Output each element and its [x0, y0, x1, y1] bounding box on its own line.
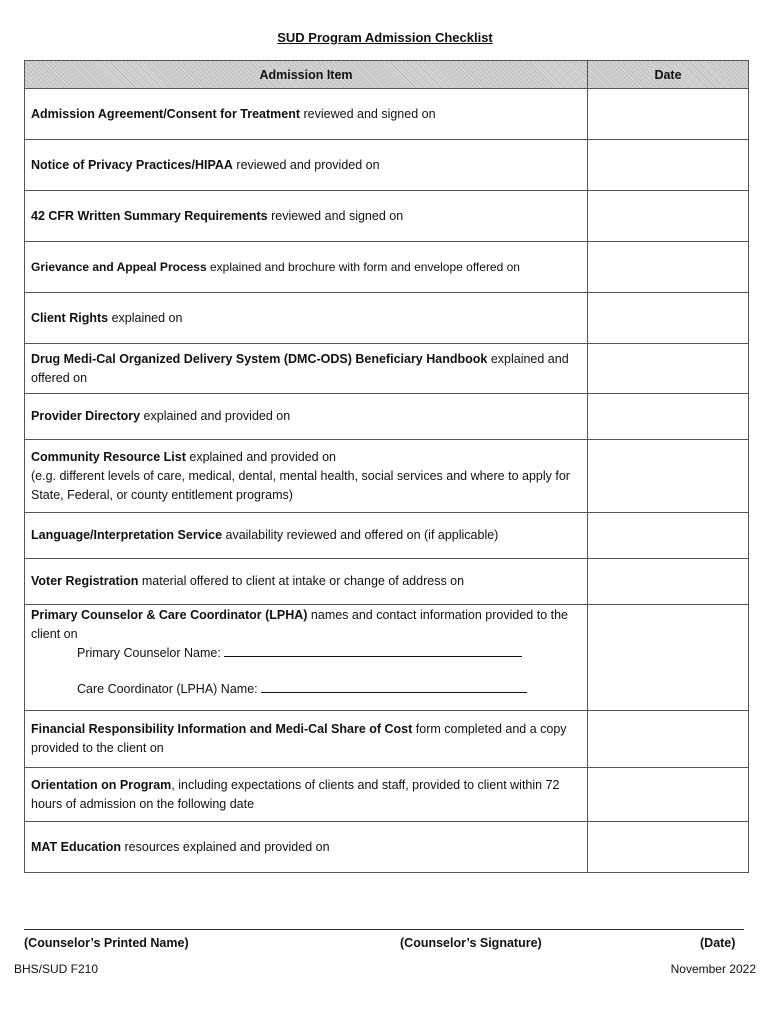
date-cell[interactable]	[588, 822, 749, 873]
date-cell[interactable]	[588, 559, 749, 605]
table-row	[25, 559, 749, 605]
item-description: names and contact information provided to the client on	[31, 608, 569, 641]
row-financial-responsibility	[25, 711, 588, 768]
item-examples: (e.g. different levels of care, medical, dental, mental health, social services and where to apply for State, Federal, or county entitlement programs)	[31, 468, 570, 502]
counselor-printed-name-label: (Counselor’s Printed Name)	[24, 936, 189, 950]
table-row	[25, 440, 749, 513]
row-client-rights	[25, 293, 588, 344]
table-row	[25, 605, 749, 711]
table-header-row	[25, 61, 749, 89]
date-cell[interactable]	[588, 394, 749, 440]
item-description: , including expectations of clients and staff, provided to client within 72 hours of admission on the following date	[31, 777, 560, 811]
form-revision-date: November 2022	[670, 962, 756, 976]
item-description: explained and provided on	[185, 449, 337, 464]
row-community-resource-list	[25, 440, 588, 513]
form-id: BHS/SUD F210	[14, 962, 99, 976]
table-row	[25, 140, 749, 191]
item-title: Community Resource List	[31, 449, 186, 464]
row-mat-education	[25, 822, 588, 873]
date-cell[interactable]	[588, 513, 749, 559]
item-description: explained on	[108, 310, 183, 325]
date-cell[interactable]	[588, 768, 749, 822]
counselor-signature-label: (Counselor’s Signature)	[400, 936, 542, 950]
table-row	[25, 293, 749, 344]
date-cell[interactable]	[588, 711, 749, 768]
date-cell[interactable]	[588, 344, 749, 394]
date-header: Date	[588, 61, 749, 89]
signature-date-label: (Date)	[700, 936, 736, 950]
item-title: Drug Medi-Cal Organized Delivery System (DMC-ODS) Beneficiary Handbook	[31, 351, 488, 366]
item-description: reviewed and signed on	[300, 106, 436, 121]
primary-counselor-line	[31, 644, 581, 663]
item-description: explained and brochure with form and envelope offered on	[206, 259, 520, 274]
item-title: MAT Education	[31, 839, 122, 854]
admission-item-header: Admission Item	[25, 61, 588, 89]
date-cell[interactable]	[588, 242, 749, 293]
row-privacy-practices	[25, 140, 588, 191]
row-42-cfr	[25, 191, 588, 242]
row-grievance-appeal	[25, 242, 588, 293]
item-description: reviewed and provided on	[232, 157, 380, 172]
date-cell[interactable]	[588, 89, 749, 140]
item-title: Client Rights	[31, 310, 109, 325]
row-beneficiary-handbook	[25, 344, 588, 394]
primary-counselor-name-field[interactable]	[224, 645, 522, 657]
table-row	[25, 191, 749, 242]
item-description: form completed and a copy provided to the client on	[31, 722, 567, 755]
item-description: availability reviewed and offered on (if applicable)	[222, 528, 499, 542]
date-cell[interactable]	[588, 440, 749, 513]
row-orientation-on-program	[25, 768, 588, 822]
item-title: Orientation on Program	[31, 777, 172, 792]
table-row	[25, 513, 749, 559]
item-title: Voter Registration	[31, 574, 139, 588]
item-description: resources explained and provided on	[121, 839, 330, 854]
row-provider-directory	[25, 394, 588, 440]
item-description: explained and provided on	[140, 409, 291, 423]
table-row	[25, 344, 749, 394]
item-title: Language/Interpretation Service	[31, 528, 223, 542]
item-title: Primary Counselor & Care Coordinator (LPHA)	[31, 608, 308, 622]
table-row	[25, 89, 749, 140]
date-cell[interactable]	[588, 191, 749, 242]
date-cell[interactable]	[588, 293, 749, 344]
item-description: explained and offered on	[31, 351, 569, 385]
table-row	[25, 394, 749, 440]
table-row	[25, 242, 749, 293]
item-title: 42 CFR Written Summary Requirements	[31, 208, 268, 223]
page-title: SUD Program Admission Checklist	[277, 30, 493, 45]
admission-checklist-table	[24, 60, 749, 873]
table-row	[25, 768, 749, 822]
row-voter-registration	[25, 559, 588, 605]
item-title: Notice of Privacy Practices/HIPAA	[31, 157, 233, 172]
row-counselor-coordinator	[25, 605, 588, 711]
care-coordinator-label: Care Coordinator (LPHA) Name:	[77, 682, 258, 696]
item-description: reviewed and signed on	[267, 208, 404, 223]
date-cell[interactable]	[588, 140, 749, 191]
item-title: Grievance and Appeal Process	[31, 259, 207, 274]
item-title: Financial Responsibility Information and Medi-Cal Share of Cost	[31, 722, 413, 736]
table-row	[25, 822, 749, 873]
item-title: Provider Directory	[31, 409, 141, 423]
item-description: material offered to client at intake or change of address on	[138, 574, 465, 588]
item-title: Admission Agreement/Consent for Treatment	[31, 106, 301, 121]
date-cell[interactable]	[588, 605, 749, 711]
care-coordinator-name-field[interactable]	[261, 681, 527, 693]
signature-line[interactable]	[24, 929, 744, 930]
table-row	[25, 711, 749, 768]
row-language-interpretation	[25, 513, 588, 559]
row-admission-agreement	[25, 89, 588, 140]
primary-counselor-label: Primary Counselor Name:	[77, 646, 221, 660]
care-coordinator-line	[31, 680, 581, 699]
